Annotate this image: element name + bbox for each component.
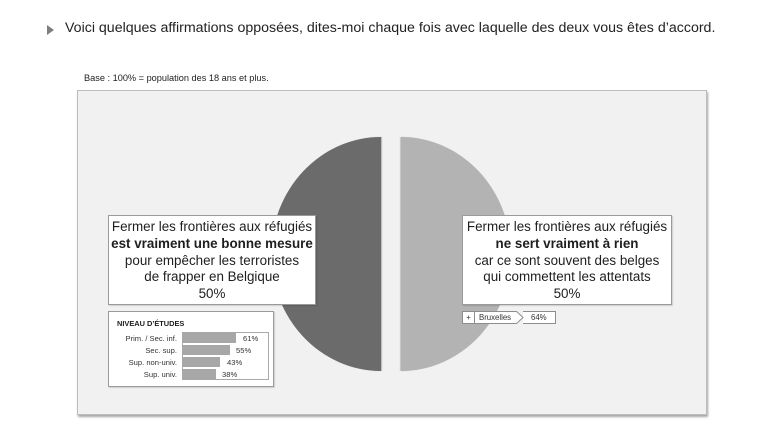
education-label: Sup. non-univ. (128, 358, 177, 367)
region-badge (462, 311, 556, 324)
bullet-triangle-icon (47, 25, 54, 35)
statement-right-line1: Fermer les frontières aux réfugiés (466, 219, 668, 234)
statement-right-line2: ne sert vraiment à rien (495, 235, 639, 251)
statement-right-value: 50% (553, 286, 581, 302)
education-bar (183, 333, 236, 343)
education-bar (183, 357, 220, 367)
statement-left-line1: Fermer les frontières aux réfugiés (111, 219, 313, 234)
education-title: NIVEAU D’ÉTUDES (117, 319, 185, 328)
statement-left-line2: est vraiment une bonne mesure (111, 235, 313, 251)
question-text: Voici quelques affirmations opposées, dites-moi chaque fois avec laquelle des deux vous êtes d’accord. (65, 20, 716, 36)
statement-right (462, 215, 672, 305)
education-value: 43% (227, 358, 243, 367)
statement-right-line4: qui commettent les attentats (483, 269, 651, 285)
education-value: 55% (236, 346, 252, 355)
education-value: 61% (243, 334, 259, 343)
education-label: Prim. / Sec. inf. (125, 334, 177, 343)
education-label: Sup. univ. (143, 370, 177, 379)
statement-left-value: 50% (198, 286, 226, 302)
education-bar (183, 369, 216, 379)
statement-left-line3: pour empêcher les terroristes (124, 252, 300, 268)
education-bar (183, 345, 230, 355)
education-value: 38% (222, 370, 238, 379)
statement-left-line4: de frapper en Belgique (144, 269, 280, 285)
statement-right-line3: car ce sont souvent des belges (474, 252, 660, 268)
statement-left (108, 215, 316, 305)
badge-region: Bruxelles (475, 311, 517, 324)
plus-icon: + (462, 311, 475, 324)
base-note: Base : 100% = population des 18 ans et plus. (84, 73, 269, 83)
education-level-box (108, 311, 274, 387)
education-label: Sec. sup. (145, 346, 177, 355)
badge-value: 64% (523, 311, 556, 324)
